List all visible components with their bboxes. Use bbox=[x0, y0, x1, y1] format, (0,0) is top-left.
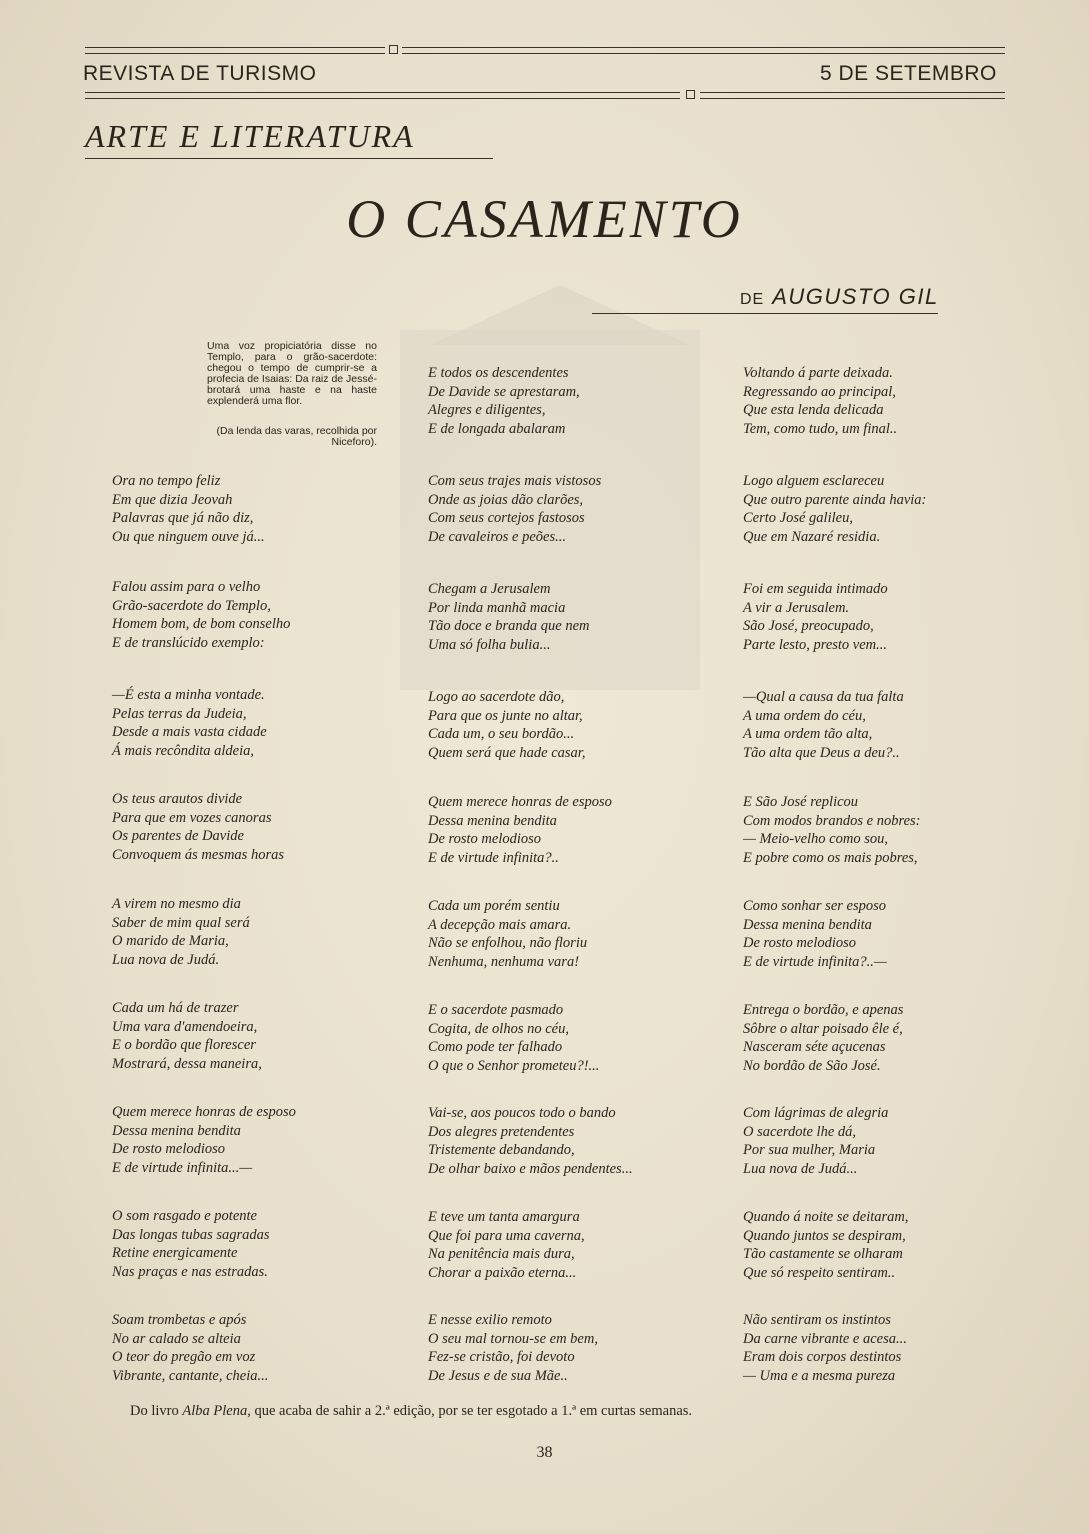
verse-line: O seu mal tornou-se em bem, bbox=[428, 1330, 598, 1347]
verse-line: E São José replicou bbox=[743, 794, 859, 810]
verse-line: Não se enfolhou, não floriu bbox=[428, 935, 588, 952]
verse-line: Que em Nazaré residia. bbox=[743, 528, 881, 545]
verse-line: Foi em seguida intimado bbox=[743, 581, 888, 597]
author-prefix: DE bbox=[740, 291, 765, 308]
stanza bbox=[428, 688, 585, 762]
epigraph-source: (Da lenda das varas, recolhida por Niceforo). bbox=[216, 425, 377, 448]
verse-line: E o sacerdote pasmado bbox=[428, 1002, 564, 1018]
stanza bbox=[428, 472, 601, 546]
header-rule-ornament-2 bbox=[686, 90, 695, 99]
author-line bbox=[740, 284, 939, 310]
verse-line: Dessa menina bendita bbox=[428, 812, 557, 829]
verse-line: Vai-se, aos poucos todo o bando bbox=[428, 1105, 616, 1121]
footnote-suffix: , que acaba de sahir a 2.ª edição, por se ter esgotado a 1.ª em curtas semanas. bbox=[247, 1403, 693, 1419]
verse-line: Parte lesto, presto vem... bbox=[743, 636, 888, 653]
author-underline bbox=[592, 313, 938, 314]
epigraph: Uma voz propiciatória disse no Templo, para o grão-sacerdote: chegou o tempo de cumprir-se a profecia de Isaias: Da raiz de Jessé-brotará uma haste e na haste explenderá uma flor. bbox=[207, 340, 377, 407]
author-name: AUGUSTO GIL bbox=[772, 284, 939, 309]
section-underline bbox=[85, 158, 493, 159]
verse-line: E todos os descendentes bbox=[428, 365, 569, 381]
verse-line: No ar calado se alteia bbox=[112, 1330, 241, 1347]
stanza bbox=[112, 1207, 270, 1281]
verse-line: Quando juntos se despiram, bbox=[743, 1227, 906, 1244]
verse-line: A virem no mesmo dia bbox=[112, 896, 241, 912]
verse-line: Fez-se cristão, foi devoto bbox=[428, 1349, 575, 1366]
verse-line: Tem, como tudo, um final.. bbox=[743, 420, 898, 437]
verse-line: Com seus cortejos fastosos bbox=[428, 510, 585, 527]
verse-line: Que só respeito sentiram.. bbox=[743, 1264, 896, 1281]
verse-line: Os parentes de Davide bbox=[112, 828, 244, 845]
verse-line: E teve um tanta amargura bbox=[428, 1209, 580, 1225]
verse-line: Entrega o bordão, e apenas bbox=[743, 1002, 904, 1018]
verse-line: — Meio-velho como sou, bbox=[743, 831, 888, 848]
stanza bbox=[428, 580, 589, 654]
verse-line: Como sonhar ser esposo bbox=[743, 898, 886, 914]
verse-line: Saber de mim qual será bbox=[112, 914, 250, 931]
verse-line: Á mais recôndita aldeia, bbox=[112, 742, 255, 759]
header-rule-top-left bbox=[85, 47, 385, 54]
verse-line: Tão castamente se olharam bbox=[743, 1246, 903, 1263]
verse-line: Logo alguem esclareceu bbox=[743, 473, 885, 489]
stanza bbox=[743, 1208, 909, 1282]
footnote-book-title: Alba Plena bbox=[182, 1403, 248, 1419]
verse-line: Quando á noite se deitaram, bbox=[743, 1209, 909, 1225]
verse-line: Chegam a Jerusalem bbox=[428, 581, 551, 597]
verse-line: Para que em vozes canoras bbox=[112, 809, 272, 826]
verse-line: Uma vara d'amendoeira, bbox=[112, 1018, 258, 1035]
verse-line: Voltando á parte deixada. bbox=[743, 365, 893, 381]
verse-line: Dessa menina bendita bbox=[112, 1122, 241, 1139]
verse-line: Logo ao sacerdote dão, bbox=[428, 689, 565, 705]
verse-line: —Qual a causa da tua falta bbox=[743, 689, 904, 705]
header-rule-bottom-left bbox=[85, 92, 680, 99]
verse-line: Dessa menina bendita bbox=[743, 916, 872, 933]
verse-line: Pelas terras da Judeia, bbox=[112, 705, 247, 722]
stanza bbox=[112, 686, 267, 760]
verse-line: Homem bom, de bom conselho bbox=[112, 616, 291, 633]
verse-line: Cada um porém sentiu bbox=[428, 898, 560, 914]
verse-line: Que foi para uma caverna, bbox=[428, 1227, 585, 1244]
verse-line: A decepção mais amara. bbox=[428, 916, 572, 933]
verse-line: Quem será que hade casar, bbox=[428, 744, 586, 761]
verse-line: O teor do pregão em voz bbox=[112, 1349, 256, 1366]
verse-line: Ora no tempo feliz bbox=[112, 473, 221, 489]
verse-line: Das longas tubas sagradas bbox=[112, 1226, 270, 1243]
verse-line: Nenhuma, nenhuma vara! bbox=[428, 953, 580, 970]
verse-line: E o bordão que florescer bbox=[112, 1037, 256, 1054]
verse-line: De olhar baixo e mãos pendentes... bbox=[428, 1160, 633, 1177]
verse-line: Certo José galileu, bbox=[743, 510, 853, 527]
stanza bbox=[112, 1103, 296, 1177]
verse-line: Da carne vibrante e acesa... bbox=[743, 1330, 907, 1347]
verse-line: Não sentiram os instintos bbox=[743, 1312, 891, 1328]
verse-line: E nesse exilio remoto bbox=[428, 1312, 552, 1328]
stanza bbox=[428, 793, 612, 867]
stanza bbox=[743, 364, 897, 438]
verse-line: Como pode ter falhado bbox=[428, 1039, 563, 1056]
verse-line: Os teus arautos divide bbox=[112, 791, 243, 807]
verse-line: Que esta lenda delicada bbox=[743, 402, 884, 419]
verse-line: De Davide se aprestaram, bbox=[428, 383, 580, 400]
verse-line: E de longada abalaram bbox=[428, 420, 566, 437]
publication-name: REVISTA DE TURISMO bbox=[83, 62, 317, 85]
verse-line: No bordão de São José. bbox=[743, 1057, 881, 1074]
verse-line: Cada um há de trazer bbox=[112, 1000, 239, 1016]
verse-line: A uma ordem do céu, bbox=[743, 707, 866, 724]
stanza bbox=[428, 1001, 599, 1075]
verse-line: Com seus trajes mais vistosos bbox=[428, 473, 602, 489]
header-rule-ornament bbox=[389, 45, 398, 54]
verse-line: Eram dois corpos destintos bbox=[743, 1349, 902, 1366]
verse-line: O sacerdote lhe dá, bbox=[743, 1123, 857, 1140]
verse-line: —É esta a minha vontade. bbox=[112, 687, 265, 703]
verse-line: Lua nova de Judá... bbox=[743, 1160, 858, 1177]
stanza bbox=[743, 1311, 907, 1385]
verse-line: Em que dizia Jeovah bbox=[112, 491, 233, 508]
stanza bbox=[743, 1104, 888, 1178]
stanza bbox=[112, 790, 284, 864]
verse-line: Quem merece honras de esposo bbox=[428, 794, 612, 810]
verse-line: Cogita, de olhos no céu, bbox=[428, 1020, 569, 1037]
stanza bbox=[428, 364, 580, 438]
poem-title: O CASAMENTO bbox=[346, 189, 743, 249]
verse-line: Onde as joias dão clarões, bbox=[428, 491, 584, 508]
verse-line: De cavaleiros e peões... bbox=[428, 528, 566, 545]
header-rule-bottom-right bbox=[700, 92, 1005, 99]
verse-line: Para que os junte no altar, bbox=[428, 707, 583, 724]
verse-line: Nas praças e nas estradas. bbox=[112, 1263, 268, 1280]
verse-line: Cada um, o seu bordão... bbox=[428, 726, 575, 743]
verse-line: Com modos brandos e nobres: bbox=[743, 812, 921, 829]
verse-line: O som rasgado e potente bbox=[112, 1208, 257, 1224]
stanza bbox=[428, 897, 587, 971]
stanza bbox=[743, 793, 921, 867]
verse-line: Vibrante, cantante, cheia... bbox=[112, 1367, 269, 1384]
verse-line: Nasceram séte açucenas bbox=[743, 1039, 886, 1056]
verse-line: Retine energicamente bbox=[112, 1245, 238, 1262]
verse-line: E de virtude infinita...— bbox=[112, 1159, 253, 1176]
verse-line: Mostrará, dessa maneira, bbox=[112, 1055, 262, 1072]
verse-line: Desde a mais vasta cidade bbox=[112, 724, 267, 741]
header-rule-top-right bbox=[402, 47, 1005, 54]
stanza bbox=[428, 1208, 585, 1282]
verse-line: E pobre como os mais pobres, bbox=[743, 849, 918, 866]
verse-line: Ou que ninguem ouve já... bbox=[112, 528, 265, 545]
stanza bbox=[112, 472, 265, 546]
verse-line: Convoquem ás mesmas horas bbox=[112, 846, 284, 863]
verse-line: Regressando ao principal, bbox=[743, 383, 896, 400]
verse-line: E de virtude infinita?..— bbox=[743, 953, 887, 970]
verse-line: Sôbre o altar poisado êle é, bbox=[743, 1020, 903, 1037]
stanza bbox=[743, 580, 888, 654]
verse-line: Por sua mulher, Maria bbox=[743, 1142, 876, 1159]
footnote bbox=[130, 1403, 692, 1420]
verse-line: Por linda manhã macia bbox=[428, 599, 566, 616]
verse-line: Com lágrimas de alegria bbox=[743, 1105, 889, 1121]
stanza bbox=[743, 1001, 903, 1075]
verse-line: Falou assim para o velho bbox=[112, 579, 261, 595]
stanza bbox=[428, 1104, 633, 1178]
verse-line: Dos alegres pretendentes bbox=[428, 1123, 575, 1140]
stanza bbox=[112, 999, 262, 1073]
issue-date: 5 DE SETEMBRO bbox=[820, 62, 997, 85]
verse-line: Tão alta que Deus a deu?.. bbox=[743, 744, 900, 761]
verse-line: De rosto melodioso bbox=[743, 935, 857, 952]
verse-line: Uma só folha bulia... bbox=[428, 636, 551, 653]
page-number: 38 bbox=[536, 1444, 553, 1461]
verse-line: A uma ordem tão alta, bbox=[743, 726, 873, 743]
verse-line: Chorar a paixão eterna... bbox=[428, 1264, 577, 1281]
verse-line: — Uma e a mesma pureza bbox=[743, 1367, 896, 1384]
verse-line: Na penitência mais dura, bbox=[428, 1246, 575, 1263]
verse-line: Quem merece honras de esposo bbox=[112, 1104, 296, 1120]
verse-line: De rosto melodioso bbox=[428, 831, 542, 848]
verse-line: Grão-sacerdote do Templo, bbox=[112, 597, 271, 614]
footnote-prefix: Do livro bbox=[130, 1403, 183, 1419]
verse-line: Lua nova de Judá. bbox=[112, 951, 220, 968]
stanza bbox=[743, 688, 904, 762]
stanza bbox=[743, 472, 926, 546]
verse-line: Palavras que já não diz, bbox=[112, 510, 254, 527]
verse-line: De rosto melodioso bbox=[112, 1141, 226, 1158]
stanza bbox=[743, 897, 887, 971]
stanza bbox=[112, 895, 250, 969]
stanza bbox=[112, 1311, 268, 1385]
verse-line: Tão doce e branda que nem bbox=[428, 618, 590, 635]
verse-line: O que o Senhor prometeu?!... bbox=[428, 1057, 600, 1074]
verse-line: Tristemente debandando, bbox=[428, 1142, 575, 1159]
verse-line: O marido de Maria, bbox=[112, 933, 229, 950]
stanza bbox=[428, 1311, 598, 1385]
verse-line: De Jesus e de sua Mãe.. bbox=[428, 1367, 568, 1384]
section-title: ARTE E LITERATURA bbox=[85, 118, 415, 154]
verse-line: Que outro parente ainda havia: bbox=[743, 491, 927, 508]
stanza bbox=[112, 578, 290, 652]
verse-line: E de virtude infinita?.. bbox=[428, 849, 559, 866]
verse-line: A vir a Jerusalem. bbox=[743, 599, 850, 616]
verse-line: E de translúcido exemplo: bbox=[112, 634, 265, 651]
verse-line: Soam trombetas e após bbox=[112, 1312, 247, 1328]
verse-line: Alegres e diligentes, bbox=[428, 402, 546, 419]
verse-line: São José, preocupado, bbox=[743, 618, 874, 635]
